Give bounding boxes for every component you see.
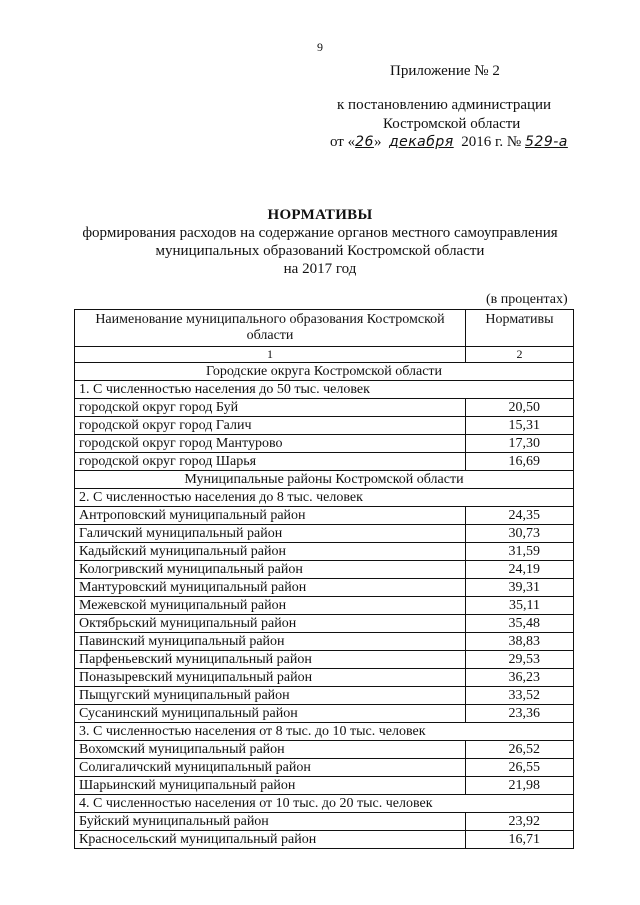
- table-index-row: [75, 347, 574, 363]
- row-name: Павинский муниципальный район: [75, 633, 466, 651]
- table-row: [75, 687, 574, 705]
- row-value: 21,98: [466, 777, 574, 795]
- group-3-label: 3. С численностью населения от 8 тыс. до 10 тыс. человек: [75, 723, 574, 741]
- table-row: [75, 525, 574, 543]
- date-year: 2016 г. №: [461, 134, 522, 150]
- table-row: [75, 651, 574, 669]
- units-note: (в процентах): [486, 292, 568, 307]
- group-row: [75, 723, 574, 741]
- row-name: Антроповский муниципальный район: [75, 507, 466, 525]
- row-name: Шарьинский муниципальный район: [75, 777, 466, 795]
- title-line-2: муниципальных образований Костромской области: [155, 243, 485, 259]
- row-name: Галичский муниципальный район: [75, 525, 466, 543]
- row-value: 39,31: [466, 579, 574, 597]
- row-name: городской округ город Буй: [75, 399, 466, 417]
- decree-month: декабря: [388, 134, 454, 150]
- row-name: Кадыйский муниципальный район: [75, 543, 466, 561]
- row-name: Межевской муниципальный район: [75, 597, 466, 615]
- row-name: Вохомский муниципальный район: [75, 741, 466, 759]
- date-mid: »: [373, 134, 382, 150]
- table-row: [75, 453, 574, 471]
- decree-date-line: [330, 134, 568, 151]
- table-row: [75, 561, 574, 579]
- document-title: [0, 207, 640, 278]
- group-1-label: 1. С численностью населения до 50 тыс. человек: [75, 381, 574, 399]
- table-row: [75, 507, 574, 525]
- row-value: 26,52: [466, 741, 574, 759]
- page-number: 9: [317, 40, 323, 54]
- row-value: 35,48: [466, 615, 574, 633]
- section-row: [75, 363, 574, 381]
- row-name: городской округ город Галич: [75, 417, 466, 435]
- row-value: 24,19: [466, 561, 574, 579]
- col1-index: 1: [75, 347, 466, 363]
- row-name: Красносельский муниципальный район: [75, 831, 466, 849]
- section-districts: Муниципальные районы Костромской области: [75, 471, 574, 489]
- row-value: 35,11: [466, 597, 574, 615]
- row-name: Кологривский муниципальный район: [75, 561, 466, 579]
- col2-header: Нормативы: [466, 310, 574, 347]
- row-name: Поназыревский муниципальный район: [75, 669, 466, 687]
- row-value: 16,71: [466, 831, 574, 849]
- row-value: 36,23: [466, 669, 574, 687]
- row-name: Сусанинский муниципальный район: [75, 705, 466, 723]
- table-row: [75, 597, 574, 615]
- table-row: [75, 543, 574, 561]
- title-main: НОРМАТИВЫ: [267, 207, 373, 223]
- row-value: 26,55: [466, 759, 574, 777]
- section-urban: Городские округа Костромской области: [75, 363, 574, 381]
- table-row: [75, 831, 574, 849]
- row-value: 30,73: [466, 525, 574, 543]
- decree-day: 26: [355, 134, 374, 150]
- decree-reference: к постановлению администрации: [337, 97, 552, 113]
- row-name: Октябрьский муниципальный район: [75, 615, 466, 633]
- row-value: 23,92: [466, 813, 574, 831]
- row-name: Парфеньевский муниципальный район: [75, 651, 466, 669]
- group-row: [75, 795, 574, 813]
- table-row: [75, 669, 574, 687]
- table-row: [75, 741, 574, 759]
- row-name: Буйский муниципальный район: [75, 813, 466, 831]
- row-name: Мантуровский муниципальный район: [75, 579, 466, 597]
- title-line-1: формирования расходов на содержание органов местного самоуправления: [82, 225, 558, 241]
- row-value: 23,36: [466, 705, 574, 723]
- group-row: [75, 489, 574, 507]
- row-value: 38,83: [466, 633, 574, 651]
- group-row: [75, 381, 574, 399]
- row-value: 33,52: [466, 687, 574, 705]
- region-name: Костромской области: [383, 116, 521, 132]
- appendix-label: Приложение № 2: [390, 63, 500, 79]
- row-value: 24,35: [466, 507, 574, 525]
- row-value: 29,53: [466, 651, 574, 669]
- row-value: 17,30: [466, 435, 574, 453]
- table-row: [75, 777, 574, 795]
- row-value: 16,69: [466, 453, 574, 471]
- row-name: Пыщугский муниципальный район: [75, 687, 466, 705]
- date-prefix: от «: [330, 134, 356, 150]
- table-header-row: [75, 310, 574, 347]
- row-value: 31,59: [466, 543, 574, 561]
- table-row: [75, 633, 574, 651]
- table-row: [75, 417, 574, 435]
- row-value: 20,50: [466, 399, 574, 417]
- col2-index: 2: [466, 347, 574, 363]
- table-row: [75, 705, 574, 723]
- table-row: [75, 579, 574, 597]
- row-name: Солигаличский муниципальный район: [75, 759, 466, 777]
- table-row: [75, 615, 574, 633]
- table-row: [75, 813, 574, 831]
- row-name: городской округ город Мантурово: [75, 435, 466, 453]
- norms-table: [74, 309, 574, 849]
- col1-header: Наименование муниципального образования Костромской области: [75, 310, 466, 347]
- decree-number: 529-а: [525, 134, 568, 150]
- row-value: 15,31: [466, 417, 574, 435]
- table-row: [75, 399, 574, 417]
- table-row: [75, 759, 574, 777]
- table-row: [75, 435, 574, 453]
- row-name: городской округ город Шарья: [75, 453, 466, 471]
- title-line-3: на 2017 год: [283, 261, 357, 277]
- group-2-label: 2. С численностью населения до 8 тыс. человек: [75, 489, 574, 507]
- group-4-label: 4. С численностью населения от 10 тыс. до 20 тыс. человек: [75, 795, 574, 813]
- section-row: [75, 471, 574, 489]
